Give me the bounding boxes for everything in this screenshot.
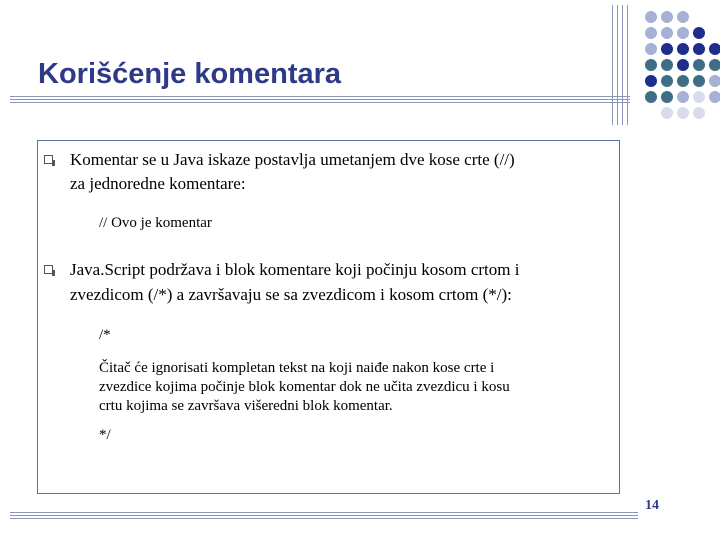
code-block-line-3: crtu kojima se završava višeredni blok komentar. (99, 398, 393, 414)
decor-dot (709, 75, 720, 87)
decor-dot (661, 91, 673, 103)
title-underline (10, 96, 630, 97)
code-block-close: */ (99, 427, 111, 443)
bullet-square-icon (44, 265, 53, 274)
bullet-2-line-2: zvezdicom (/*) a završavaju se sa zvezdicom i kosom crtom (*/): (70, 285, 512, 304)
bullet-square-icon (44, 155, 53, 164)
decor-dot (645, 27, 657, 39)
decor-dot (661, 107, 673, 119)
decor-dot (677, 27, 689, 39)
decor-dot (677, 91, 689, 103)
decor-dot (661, 75, 673, 87)
decor-dot (661, 59, 673, 71)
decor-dot (661, 43, 673, 55)
footer-rule (10, 512, 638, 513)
decor-dot (661, 11, 673, 23)
decor-dot (645, 11, 657, 23)
page-number: 14 (645, 498, 659, 513)
decor-dot (677, 75, 689, 87)
code-block-open: /* (99, 327, 111, 343)
title-underline (10, 99, 630, 100)
decor-dot (645, 91, 657, 103)
decor-vertical-line (612, 5, 613, 125)
decor-dot (645, 43, 657, 55)
decor-dot (661, 27, 673, 39)
decor-dot (709, 59, 720, 71)
decor-dot (709, 43, 720, 55)
decor-dot (677, 43, 689, 55)
slide-title: Korišćenje komentara (38, 58, 342, 90)
footer-rule (10, 518, 638, 519)
decor-dot (677, 11, 689, 23)
decor-dot (693, 43, 705, 55)
decor-dot (693, 91, 705, 103)
decor-dot (709, 91, 720, 103)
footer-rule (10, 515, 638, 516)
bullet-1-line-2: za jednoredne komentare: (70, 174, 246, 193)
decor-dot (693, 75, 705, 87)
bullet-2-line-1: Java.Script podržava i blok komentare koji počinju kosom crtom i (70, 260, 520, 279)
decor-dot (693, 59, 705, 71)
decor-dot (693, 107, 705, 119)
decor-dot (677, 59, 689, 71)
bullet-1-line-1: Komentar se u Java iskaze postavlja umetanjem dve kose crte (//) (70, 150, 515, 169)
code-block-line-2: zvezdice kojima počinje blok komentar dok ne učita zvezdicu i kosu (99, 379, 510, 395)
decor-vertical-line (617, 5, 618, 125)
code-block-line-1: Čitač će ignorisati kompletan tekst na koji naiđe nakon kose crte i (99, 360, 495, 376)
decor-dot (677, 107, 689, 119)
title-underline (10, 102, 630, 103)
decor-dot (693, 27, 705, 39)
code-single-line-comment: // Ovo je komentar (99, 215, 212, 231)
decor-dot (645, 59, 657, 71)
decor-vertical-line (622, 5, 623, 125)
decor-dot (645, 75, 657, 87)
decor-vertical-line (627, 5, 628, 125)
